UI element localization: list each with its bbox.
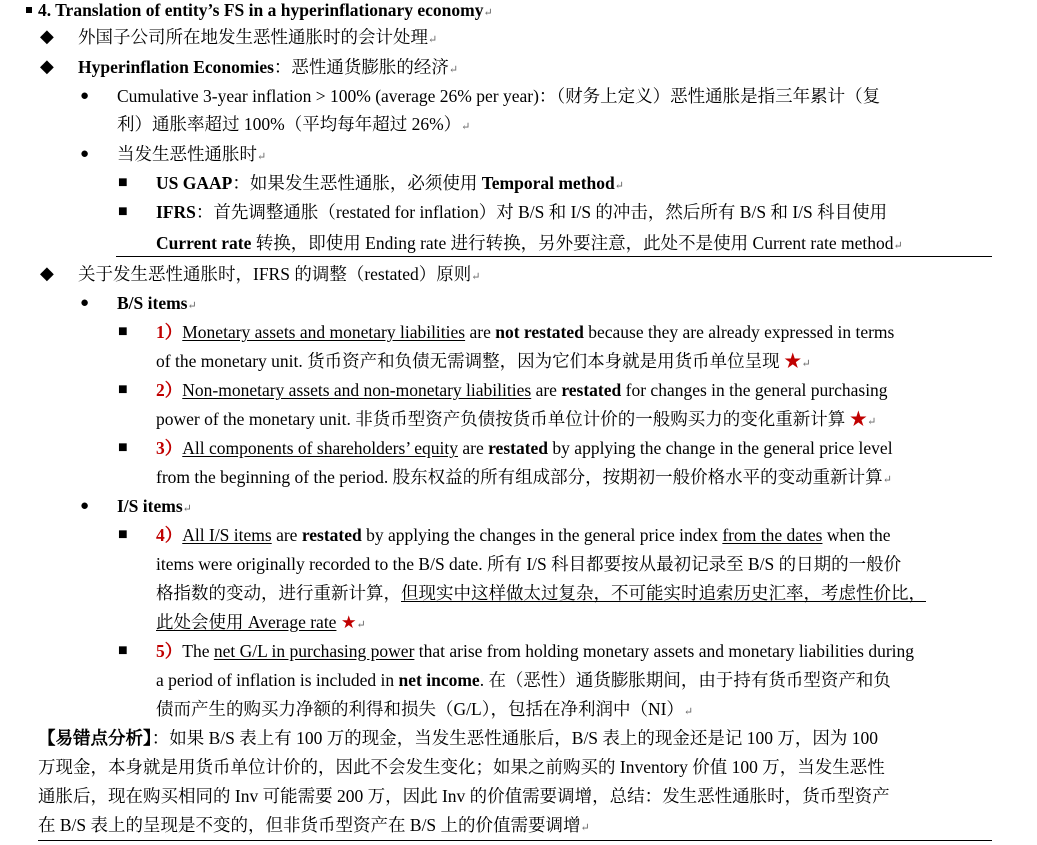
item-foreign-subsidiary: 外国子公司所在地发生恶性通胀时的会计处理↵ (78, 27, 438, 47)
item-4-line2: items were originally recorded to the B/S date. 所有 I/S 科目都要按从最初记录至 B/S 的日期的一般价 (156, 554, 902, 574)
cumulative-inflation-line2: 利）通胀率超过 100%（平均每年超过 26%）↵ (117, 114, 471, 134)
item-5-line1: 5）The net G/L in purchasing power that arise from holding monetary assets and monetary liabilities during (156, 641, 915, 661)
analysis-line2: 万现金，本身就是用货币单位计价的，因此不会发生变化；如果之前购买的 Inventory 价值 100 万，当发生恶性 (38, 757, 885, 777)
heading-bullet-icon (26, 7, 32, 13)
item-3-line2: from the beginning of the period. 股东权益的所有组成部分，按期初一般价格水平的变动重新计算↵ (156, 467, 892, 487)
star-icon: ★ (849, 409, 868, 429)
ifrs-adjust-title: 关于发生恶性通胀时，IFRS 的调整（restated）原则↵ (78, 264, 481, 284)
item-1-line1: 1）Monetary assets and monetary liabilities are not restated because they are already expressed in terms (156, 322, 895, 342)
heading-line (26, 0, 493, 24)
circle-bullet-icon: ● (80, 498, 90, 514)
circle-bullet-icon: ● (80, 88, 90, 104)
square-bullet-icon: ■ (118, 174, 128, 191)
section-heading: 4. Translation of entity’s FS in a hyperinflationary economy (38, 0, 484, 20)
star-icon: ★ (340, 612, 357, 632)
diamond-bullet-icon: ◆ (40, 26, 54, 46)
star-icon: ★ (784, 351, 802, 371)
square-bullet-icon: ■ (118, 323, 128, 340)
ifrs-rule-line1: IFRS：首先调整通胀（restated for inflation）对 B/S 和 I/S 的冲击，然后所有 B/S 和 I/S 科目使用 (156, 202, 888, 222)
item-4-line3: 格指数的变动，进行重新计算，但现实中这样做太过复杂，不可能实时追索历史汇率，考虑性价比， (156, 583, 926, 603)
analysis-line4: 在 B/S 表上的呈现是不变的，但非货币型资产在 B/S 上的价值需要调增↵ (38, 815, 590, 835)
cumulative-inflation-line1: Cumulative 3-year inflation > 100% (average 26% per year)：（财务上定义）恶性通胀是指三年累计（复 (117, 86, 881, 106)
square-bullet-icon: ■ (118, 439, 128, 456)
bs-items-heading: B/S items↵ (117, 293, 197, 313)
divider-line (116, 256, 992, 257)
square-bullet-icon: ■ (118, 203, 128, 220)
bottom-divider-line (38, 840, 992, 841)
circle-bullet-icon: ● (80, 146, 90, 162)
item-hyperinflation-economies: Hyperinflation Economies：恶性通货膨胀的经济↵ (78, 57, 459, 77)
item-5-line3: 债而产生的购买力净额的利得和损失（G/L），包括在净利润中（NI）↵ (156, 699, 694, 719)
item-1-line2: of the monetary unit. 货币资产和负债无需调整，因为它们本身就是用货币单位呈现 ★↵ (156, 351, 811, 371)
diamond-bullet-icon: ◆ (40, 56, 54, 76)
square-bullet-icon: ■ (118, 526, 128, 543)
square-bullet-icon: ■ (118, 381, 128, 398)
square-bullet-icon: ■ (118, 642, 128, 659)
item-4-line1: 4）All I/S items are restated by applying the changes in the general price index from the dates when the (156, 525, 891, 545)
item-3-line1: 3）All components of shareholders’ equity are restated by applying the change in the general price level (156, 438, 893, 458)
item-5-line2: a period of inflation is included in net income. 在（恶性）通货膨胀期间，由于持有货币型资产和负 (156, 670, 891, 690)
item-2-line1: 2）Non-monetary assets and non-monetary liabilities are restated for changes in the general purchasing (156, 380, 888, 400)
when-hyperinflation: 当发生恶性通胀时↵ (117, 144, 267, 164)
item-2-line2: power of the monetary unit. 非货币型资产负债按货币单位计价的一般购买力的变化重新计算 ★↵ (156, 409, 877, 429)
circle-bullet-icon: ● (80, 295, 90, 311)
item-4-line4: 此处会使用 Average rate ★↵ (156, 612, 366, 632)
ifrs-rule-line2: Current rate 转换，即使用 Ending rate 进行转换，另外要注意，此处不是使用 Current rate method↵ (156, 233, 903, 253)
us-gaap-rule: US GAAP：如果发生恶性通胀，必须使用 Temporal method↵ (156, 173, 624, 193)
analysis-line1: 【易错点分析】：如果 B/S 表上有 100 万的现金，当发生恶性通胀后，B/S 表上的现金还是记 100 万，因为 100 (38, 728, 879, 748)
is-items-heading: I/S items↵ (117, 496, 192, 516)
analysis-line3: 通胀后，现在购买相同的 Inv 可能需要 200 万，因此 Inv 的价值需要调增，总结：发生恶性通胀时，货币型资产 (38, 786, 890, 806)
return-mark-icon: ↵ (483, 7, 493, 19)
diamond-bullet-icon: ◆ (40, 263, 54, 283)
